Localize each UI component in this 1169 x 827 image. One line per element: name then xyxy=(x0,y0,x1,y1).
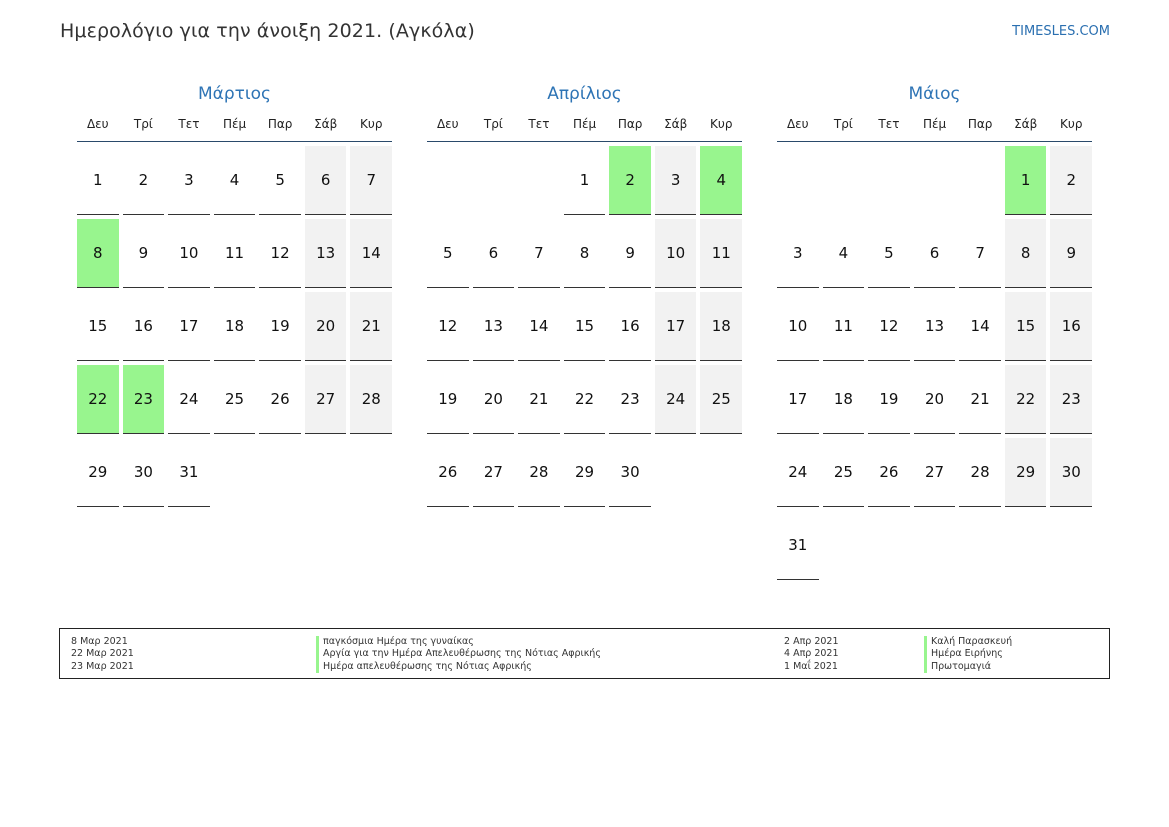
day-cell: 13 xyxy=(914,292,956,361)
empty-day-cell xyxy=(959,511,1001,580)
site-link[interactable]: TIMESLES.COM xyxy=(1012,24,1110,39)
empty-day-cell xyxy=(518,146,560,215)
day-cell: 31 xyxy=(777,511,819,580)
week-row xyxy=(777,365,1092,434)
weekday-label: Παρ xyxy=(617,117,643,131)
day-cell: 12 xyxy=(427,292,469,361)
day-cell: 18 xyxy=(823,365,865,434)
day-cell: 9 xyxy=(609,219,651,288)
weekday-label: Παρ xyxy=(267,117,293,131)
empty-day-cell xyxy=(823,146,865,215)
legend-holiday-name: Ημέρα Ειρήνης xyxy=(924,648,1012,660)
legend-left-dates xyxy=(71,636,134,673)
week-row xyxy=(427,365,742,434)
day-cell: 22 xyxy=(564,365,606,434)
weekday-label: Παρ xyxy=(967,117,993,131)
day-cell: 25 xyxy=(823,438,865,507)
weekday-header xyxy=(77,114,392,142)
day-cell: 6 xyxy=(305,146,347,215)
weekday-label: Σάβ xyxy=(314,117,338,131)
day-cell: 15 xyxy=(77,292,119,361)
day-cell: 13 xyxy=(305,219,347,288)
month-title: Απρίλιος xyxy=(547,84,622,104)
legend-holiday-name: παγκόσμια Ημέρα της γυναίκας xyxy=(316,636,601,648)
empty-day-cell xyxy=(823,511,865,580)
day-cell: 1 xyxy=(564,146,606,215)
day-cell: 11 xyxy=(823,292,865,361)
weekday-label: Τετ xyxy=(528,117,550,131)
week-row xyxy=(427,219,742,288)
day-cell: 20 xyxy=(473,365,515,434)
weekday-label: Σάβ xyxy=(1014,117,1038,131)
legend-date: 4 Απρ 2021 xyxy=(784,648,839,660)
weekday-label: Πέμ xyxy=(222,117,247,131)
legend-holiday-name: Αργία για την Ημέρα Απελευθέρωσης της Νότιας Αφρικής xyxy=(316,648,601,660)
day-cell: 16 xyxy=(1050,292,1092,361)
day-cell: 28 xyxy=(518,438,560,507)
day-cell: 30 xyxy=(123,438,165,507)
day-cell: 10 xyxy=(777,292,819,361)
day-cell: 25 xyxy=(214,365,256,434)
legend-holiday-name: Πρωτομαγιά xyxy=(924,661,1012,673)
day-cell: 29 xyxy=(77,438,119,507)
holiday-legend xyxy=(59,628,1110,679)
day-cell: 29 xyxy=(1005,438,1047,507)
weekday-label: Τρί xyxy=(483,117,503,131)
day-cell: 31 xyxy=(168,438,210,507)
weekday-label: Δευ xyxy=(436,117,459,131)
month-calendar xyxy=(777,82,1092,580)
weekday-header xyxy=(777,114,1092,142)
empty-day-cell xyxy=(959,146,1001,215)
day-cell: 21 xyxy=(959,365,1001,434)
day-cell: 1 xyxy=(77,146,119,215)
weekday-label: Τρί xyxy=(833,117,853,131)
week-row xyxy=(777,438,1092,507)
day-cell: 26 xyxy=(868,438,910,507)
legend-date: 23 Μαρ 2021 xyxy=(71,660,134,672)
day-cell: 2 xyxy=(1050,146,1092,215)
weekday-label: Τρί xyxy=(133,117,153,131)
weekday-label: Πέμ xyxy=(922,117,947,131)
day-cell: 17 xyxy=(777,365,819,434)
day-cell: 27 xyxy=(914,438,956,507)
day-cell: 14 xyxy=(959,292,1001,361)
month-calendar xyxy=(427,82,742,507)
day-cell: 4 xyxy=(823,219,865,288)
legend-date: 22 Μαρ 2021 xyxy=(71,648,134,660)
day-cell: 15 xyxy=(1005,292,1047,361)
weekday-label: Δευ xyxy=(86,117,109,131)
legend-right-names xyxy=(924,636,1012,673)
day-cell: 21 xyxy=(518,365,560,434)
week-row xyxy=(777,292,1092,361)
weekday-header xyxy=(427,114,742,142)
day-cell: 9 xyxy=(1050,219,1092,288)
month-calendar xyxy=(77,82,392,507)
weekday-label: Πέμ xyxy=(572,117,597,131)
empty-day-cell xyxy=(1050,511,1092,580)
day-cell: 7 xyxy=(350,146,392,215)
day-cell: 9 xyxy=(123,219,165,288)
weekday-label: Κυρ xyxy=(710,117,733,131)
legend-right-dates xyxy=(784,636,839,673)
day-cell: 15 xyxy=(564,292,606,361)
week-row xyxy=(77,292,392,361)
day-cell: 12 xyxy=(259,219,301,288)
empty-day-cell xyxy=(259,438,301,507)
day-cell: 3 xyxy=(168,146,210,215)
empty-day-cell xyxy=(868,146,910,215)
day-cell: 10 xyxy=(168,219,210,288)
day-cell: 5 xyxy=(868,219,910,288)
empty-day-cell xyxy=(1005,511,1047,580)
day-cell: 8 xyxy=(77,219,119,288)
legend-left-names xyxy=(316,636,601,673)
weekday-label: Κυρ xyxy=(360,117,383,131)
day-cell: 7 xyxy=(518,219,560,288)
week-row xyxy=(427,438,742,507)
day-cell: 11 xyxy=(700,219,742,288)
day-cell: 20 xyxy=(914,365,956,434)
day-cell: 3 xyxy=(777,219,819,288)
legend-holiday-name: Καλή Παρασκευή xyxy=(924,636,1012,648)
empty-day-cell xyxy=(214,438,256,507)
empty-day-cell xyxy=(868,511,910,580)
day-cell: 18 xyxy=(700,292,742,361)
day-cell: 30 xyxy=(1050,438,1092,507)
week-row xyxy=(77,365,392,434)
day-grid xyxy=(77,146,392,507)
day-cell: 27 xyxy=(473,438,515,507)
day-cell: 2 xyxy=(609,146,651,215)
day-cell: 19 xyxy=(868,365,910,434)
day-cell: 29 xyxy=(564,438,606,507)
empty-day-cell xyxy=(305,438,347,507)
day-cell: 26 xyxy=(259,365,301,434)
day-cell: 17 xyxy=(655,292,697,361)
legend-date: 2 Απρ 2021 xyxy=(784,636,839,647)
month-title: Μάρτιος xyxy=(197,84,272,104)
weekday-label: Κυρ xyxy=(1060,117,1083,131)
week-row xyxy=(777,219,1092,288)
day-cell: 5 xyxy=(259,146,301,215)
day-cell: 22 xyxy=(77,365,119,434)
day-cell: 19 xyxy=(427,365,469,434)
day-cell: 8 xyxy=(1005,219,1047,288)
empty-day-cell xyxy=(914,511,956,580)
day-cell: 18 xyxy=(214,292,256,361)
weekday-label: Σάβ xyxy=(664,117,688,131)
day-cell: 3 xyxy=(655,146,697,215)
weekday-label: Δευ xyxy=(786,117,809,131)
day-cell: 14 xyxy=(518,292,560,361)
day-cell: 8 xyxy=(564,219,606,288)
day-cell: 23 xyxy=(1050,365,1092,434)
month-title: Μάιος xyxy=(908,84,961,104)
week-row xyxy=(777,146,1092,215)
day-cell: 12 xyxy=(868,292,910,361)
day-cell: 16 xyxy=(123,292,165,361)
week-row xyxy=(777,511,1092,580)
week-row xyxy=(427,146,742,215)
legend-holiday-name: Ημέρα απελευθέρωσης της Νότιας Αφρικής xyxy=(316,661,601,673)
day-cell: 22 xyxy=(1005,365,1047,434)
legend-date: 1 Μαΐ 2021 xyxy=(784,660,838,672)
day-cell: 30 xyxy=(609,438,651,507)
day-cell: 26 xyxy=(427,438,469,507)
day-cell: 14 xyxy=(350,219,392,288)
day-grid xyxy=(777,146,1092,580)
day-cell: 21 xyxy=(350,292,392,361)
day-cell: 6 xyxy=(914,219,956,288)
day-cell: 27 xyxy=(305,365,347,434)
day-cell: 28 xyxy=(350,365,392,434)
day-cell: 6 xyxy=(473,219,515,288)
empty-day-cell xyxy=(350,438,392,507)
day-cell: 23 xyxy=(609,365,651,434)
day-cell: 25 xyxy=(700,365,742,434)
empty-day-cell xyxy=(914,146,956,215)
weekday-label: Τετ xyxy=(878,117,900,131)
empty-day-cell xyxy=(427,146,469,215)
day-cell: 1 xyxy=(1005,146,1047,215)
empty-day-cell xyxy=(473,146,515,215)
day-cell: 24 xyxy=(655,365,697,434)
empty-day-cell xyxy=(777,146,819,215)
day-cell: 5 xyxy=(427,219,469,288)
day-cell: 16 xyxy=(609,292,651,361)
weekday-label: Τετ xyxy=(178,117,200,131)
empty-day-cell xyxy=(655,438,697,507)
empty-day-cell xyxy=(700,438,742,507)
day-cell: 19 xyxy=(259,292,301,361)
week-row xyxy=(77,219,392,288)
day-cell: 17 xyxy=(168,292,210,361)
day-cell: 28 xyxy=(959,438,1001,507)
day-cell: 13 xyxy=(473,292,515,361)
day-cell: 24 xyxy=(777,438,819,507)
week-row xyxy=(77,146,392,215)
day-cell: 2 xyxy=(123,146,165,215)
day-cell: 20 xyxy=(305,292,347,361)
legend-date: 8 Μαρ 2021 xyxy=(71,636,128,647)
week-row xyxy=(77,438,392,507)
day-cell: 24 xyxy=(168,365,210,434)
day-cell: 4 xyxy=(214,146,256,215)
day-cell: 7 xyxy=(959,219,1001,288)
day-cell: 23 xyxy=(123,365,165,434)
page-title: Ημερολόγιο για την άνοιξη 2021. (Αγκόλα) xyxy=(60,20,475,42)
week-row xyxy=(427,292,742,361)
day-cell: 10 xyxy=(655,219,697,288)
day-cell: 11 xyxy=(214,219,256,288)
day-grid xyxy=(427,146,742,507)
day-cell: 4 xyxy=(700,146,742,215)
